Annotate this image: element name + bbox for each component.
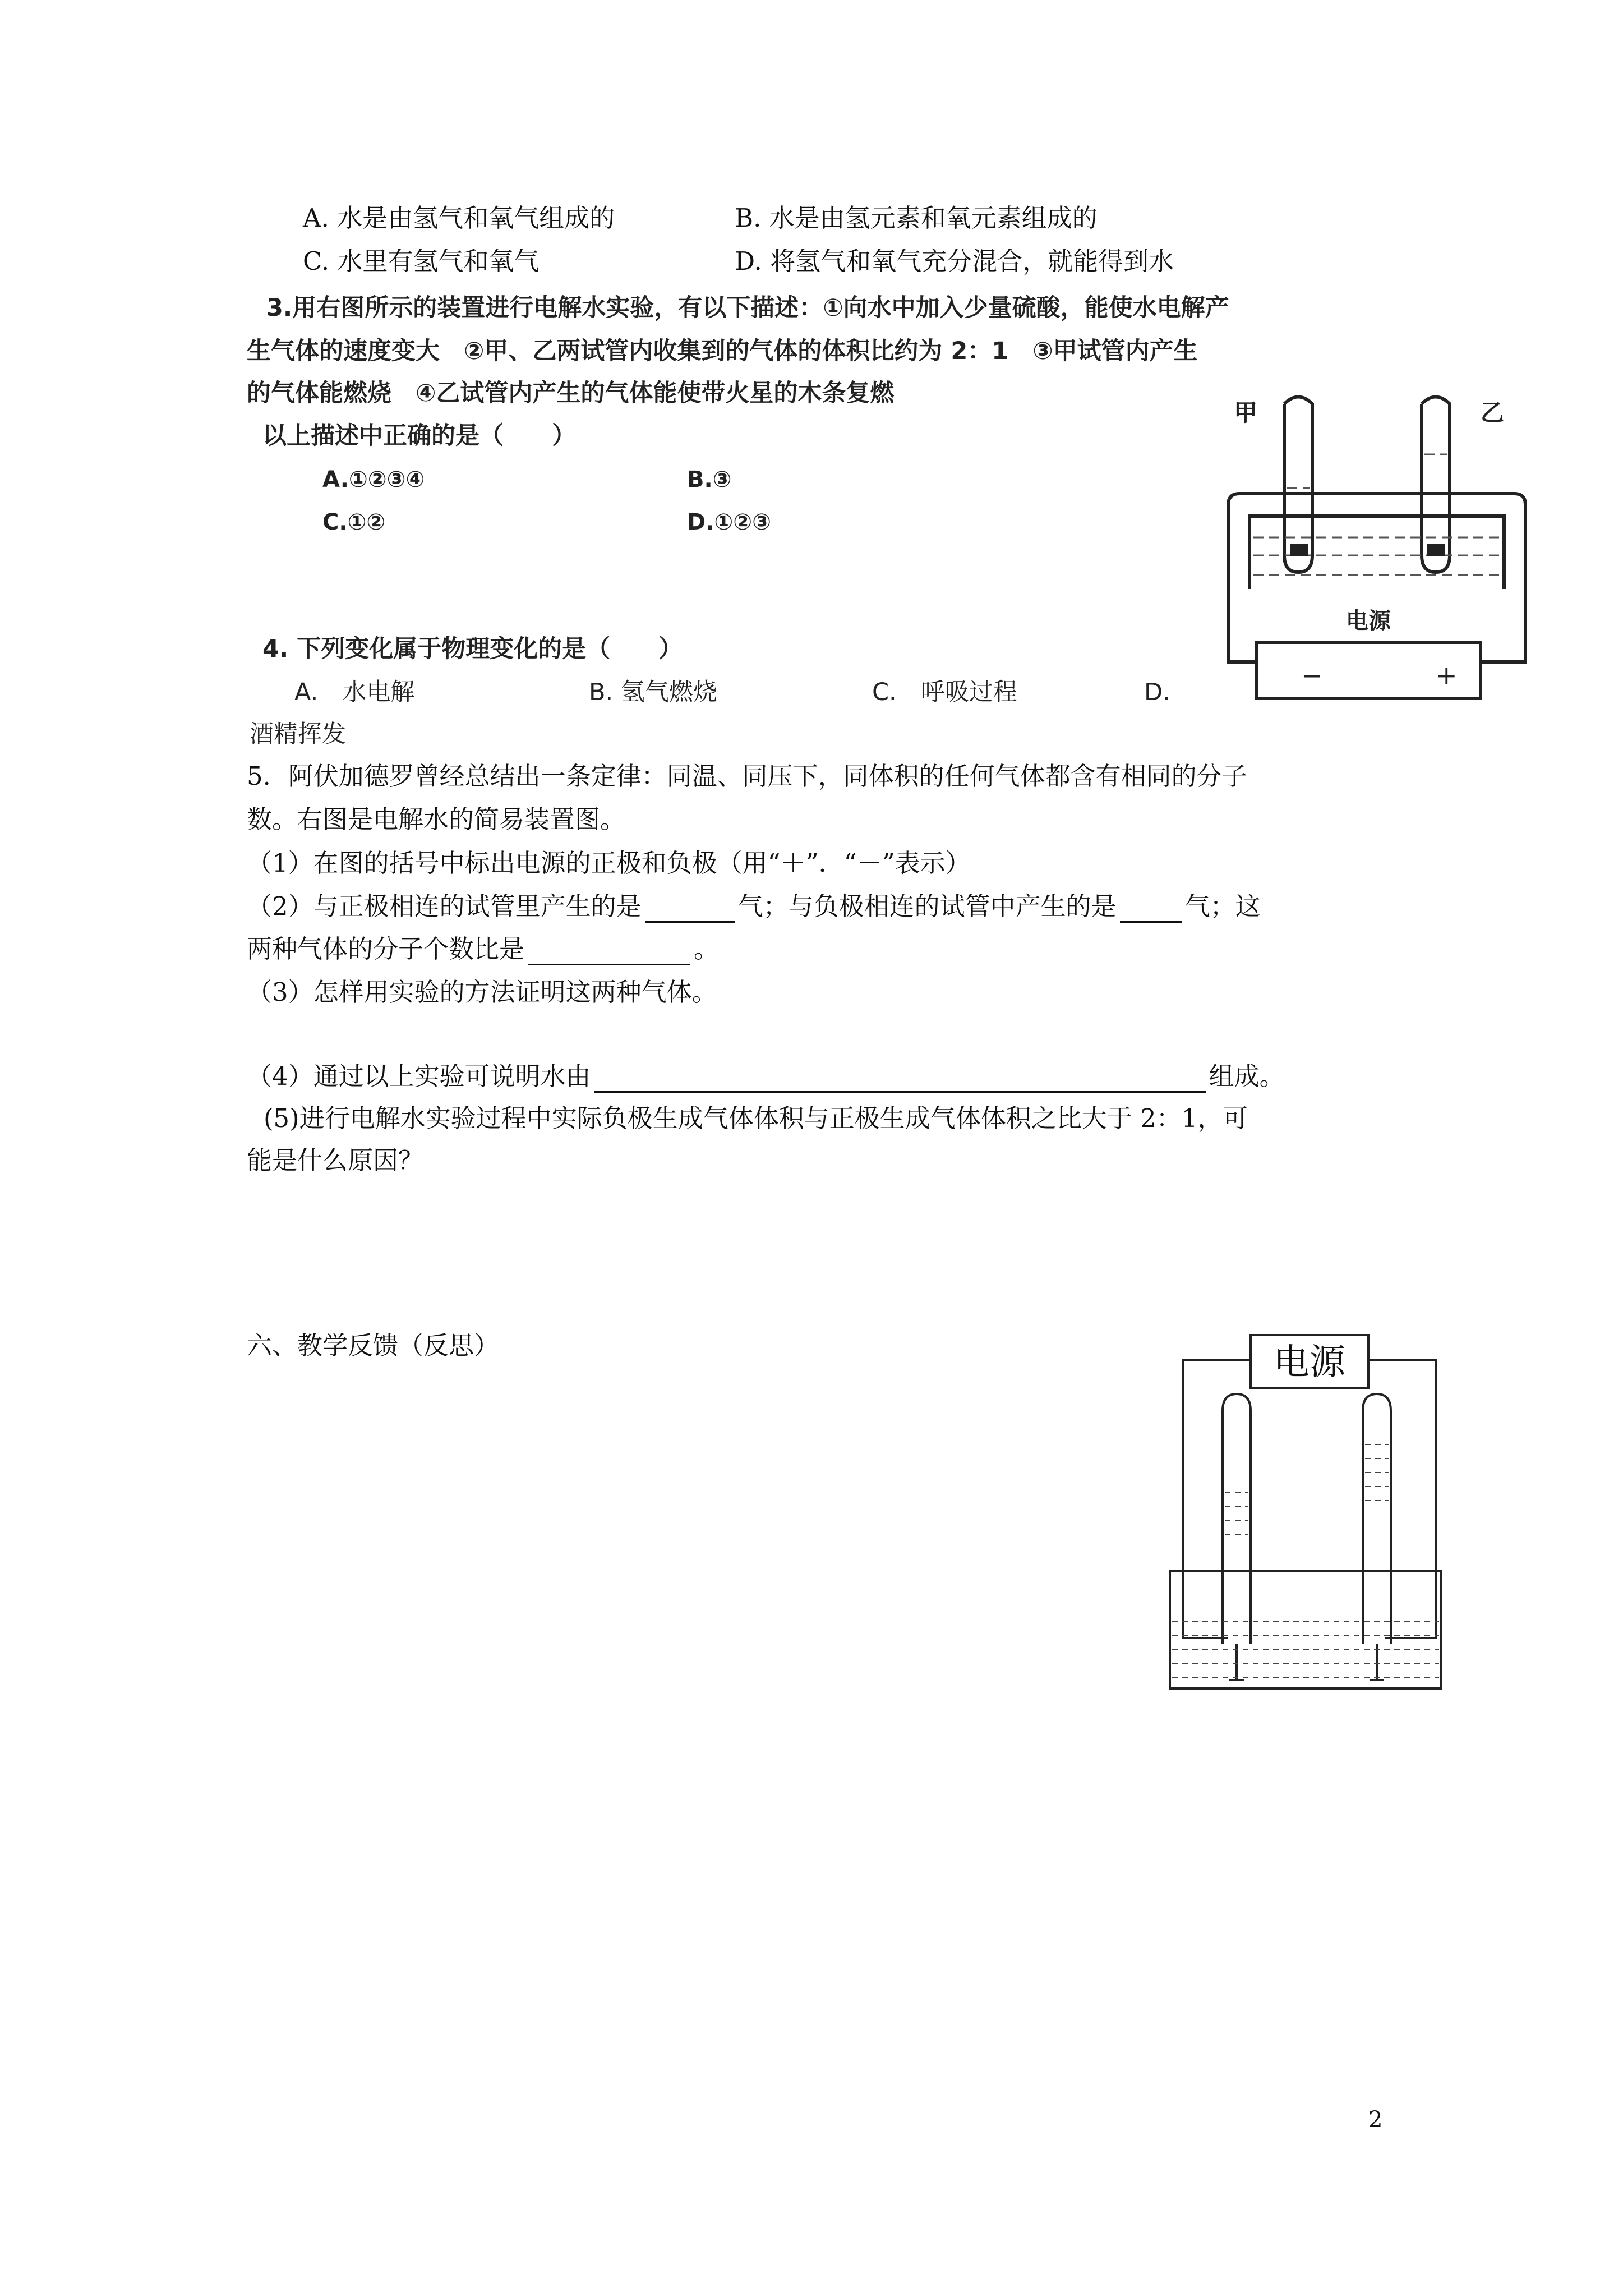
- q3-electrolysis-figure: [1200, 387, 1548, 724]
- answer-blank-composition[interactable]: [594, 1066, 1206, 1093]
- q5-sub-5-line-2: 能是什么原因？: [247, 1145, 424, 1175]
- q5-sub-1: （1）在图的括号中标出电源的正极和负极（用“＋”．“－”表示）: [247, 848, 971, 878]
- q5-sub-2-cont: [247, 933, 719, 965]
- answer-blank-positive[interactable]: [645, 896, 735, 923]
- q5-sub-2-e: 。: [694, 934, 720, 964]
- q2-option-a: A. 水是由氢气和氧气组成的: [303, 203, 615, 233]
- q5-sub-4: [247, 1060, 1285, 1093]
- q4-option-d: D.: [1144, 678, 1170, 706]
- q3-option-b: B.③: [687, 467, 732, 493]
- plus-sign: +: [1436, 660, 1458, 691]
- q3-option-a: A.①②③④: [322, 467, 425, 493]
- q5-sub-2: [247, 890, 1261, 923]
- q5-sub-2-c: 气；这: [1184, 891, 1261, 921]
- q2-option-c: C. 水里有氢气和氧气: [303, 246, 540, 276]
- q2-option-d: D. 将氢气和氧气充分混合，就能得到水: [735, 246, 1174, 276]
- tube-label-left: 甲: [1234, 399, 1258, 426]
- q5-sub-2-a: （2）与正极相连的试管里产生的是: [247, 891, 642, 921]
- q4-question: 4. 下列变化属于物理变化的是（ ）: [262, 635, 683, 663]
- q3-line-2: 生气体的速度变大 ②甲、乙两试管内收集到的气体的体积比约为 2：1 ③甲试管内产生: [247, 337, 1198, 365]
- q5-line-2: 数。右图是电解水的简易装置图。: [247, 804, 626, 834]
- q5-sub-4-a: （4）通过以上实验可说明水由: [247, 1061, 591, 1091]
- q3-line-3: 的气体能燃烧 ④乙试管内产生的气体能使带火星的木条复燃: [247, 379, 895, 407]
- q4-option-a: A. 水电解: [294, 678, 415, 706]
- answer-blank-ratio[interactable]: [528, 939, 690, 965]
- q5-sub-2-b: 气；与负极相连的试管中产生的是: [737, 891, 1117, 921]
- q5-electrolysis-figure: [1166, 1324, 1464, 1694]
- power-label-2: 电源: [1274, 1342, 1345, 1383]
- power-label: 电源: [1346, 608, 1391, 634]
- page-number: 2: [1368, 2107, 1383, 2133]
- q3-option-d: D.①②③: [687, 509, 771, 535]
- q3-line-1: 3.用右图所示的装置进行电解水实验，有以下描述：①向水中加入少量硫酸，能使水电解产: [266, 294, 1229, 322]
- q5-line-1: 5．阿伏加德罗曾经总结出一条定律：同温、同压下，同体积的任何气体都含有相同的分子: [247, 761, 1247, 791]
- q5-sub-2-d: 两种气体的分子个数比是: [247, 934, 525, 964]
- q2-option-b: B. 水是由氢元素和氧元素组成的: [735, 203, 1098, 233]
- q5-sub-5-line-1: (5)进行电解水实验过程中实际负极生成气体体积与正极生成气体体积之比大于 2：1，可: [264, 1103, 1248, 1133]
- section-6-title: 六、教学反馈（反思）: [247, 1331, 500, 1360]
- answer-blank-negative[interactable]: [1120, 896, 1182, 923]
- q4-option-c: C. 呼吸过程: [872, 678, 1017, 706]
- q3-question: 以上描述中正确的是（ ）: [262, 422, 576, 450]
- q3-option-c: C.①②: [322, 509, 386, 535]
- q5-sub-4-b: 组成。: [1209, 1061, 1285, 1091]
- q4-option-b: B. 氢气燃烧: [589, 678, 717, 706]
- tube-label-right: 乙: [1481, 399, 1505, 426]
- q5-sub-3: （3）怎样用实验的方法证明这两种气体。: [247, 977, 717, 1007]
- minus-sign: −: [1301, 660, 1323, 691]
- q4-option-d-cont: 酒精挥发: [250, 720, 346, 748]
